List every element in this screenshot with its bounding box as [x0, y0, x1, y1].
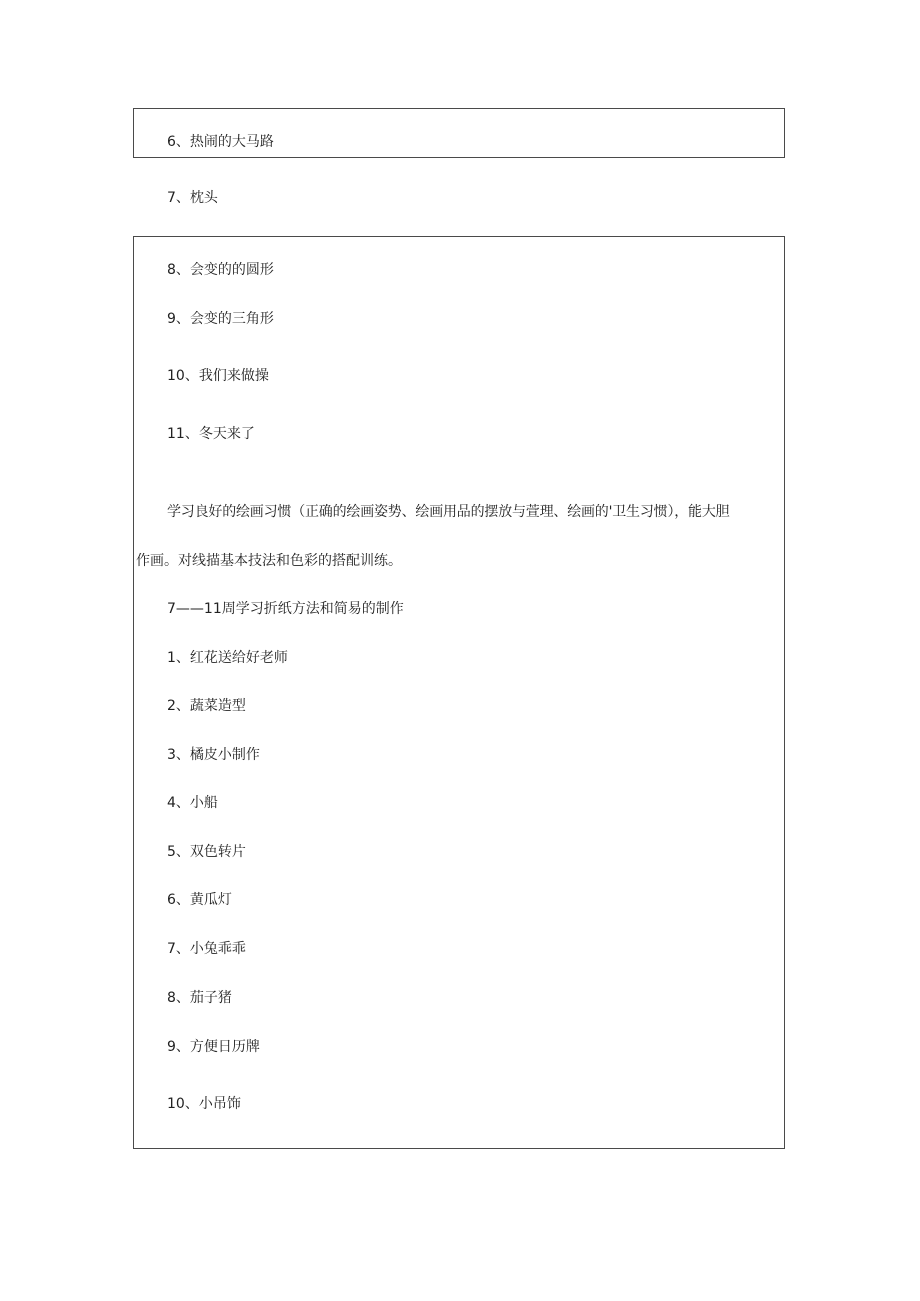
- list-item: 10、我们来做操: [167, 368, 269, 384]
- paragraph-line-2: 作画。对线描基本技法和色彩的搭配训练。: [136, 553, 402, 569]
- list-item: 10、小吊饰: [167, 1096, 241, 1112]
- list-item: 5、双色转片: [167, 844, 246, 860]
- list-item: 2、蔬菜造型: [167, 698, 246, 714]
- list-item: 9、会变的三角形: [167, 311, 274, 327]
- list-item: 9、方便日历牌: [167, 1039, 260, 1055]
- list-item: 8、茄子猪: [167, 990, 232, 1006]
- list-item: 4、小船: [167, 795, 218, 811]
- list-item: 8、会变的的圆形: [167, 262, 274, 278]
- list-item: 3、橘皮小制作: [167, 747, 260, 763]
- list-item: 7、枕头: [167, 190, 218, 206]
- list-item: 6、黄瓜灯: [167, 892, 232, 908]
- list-item: 11、冬天来了: [167, 426, 255, 442]
- section-heading: 7——11周学习折纸方法和简易的制作: [167, 601, 404, 617]
- list-item: 1、红花送给好老师: [167, 650, 288, 666]
- list-item: 7、小兔乖乖: [167, 941, 246, 957]
- paragraph-line-1: 学习良好的绘画习惯（正确的绘画姿势、绘画用品的摆放与萱理、绘画的'卫生习惯），能大胆: [167, 504, 730, 520]
- list-item: 6、热闹的大马路: [167, 134, 274, 150]
